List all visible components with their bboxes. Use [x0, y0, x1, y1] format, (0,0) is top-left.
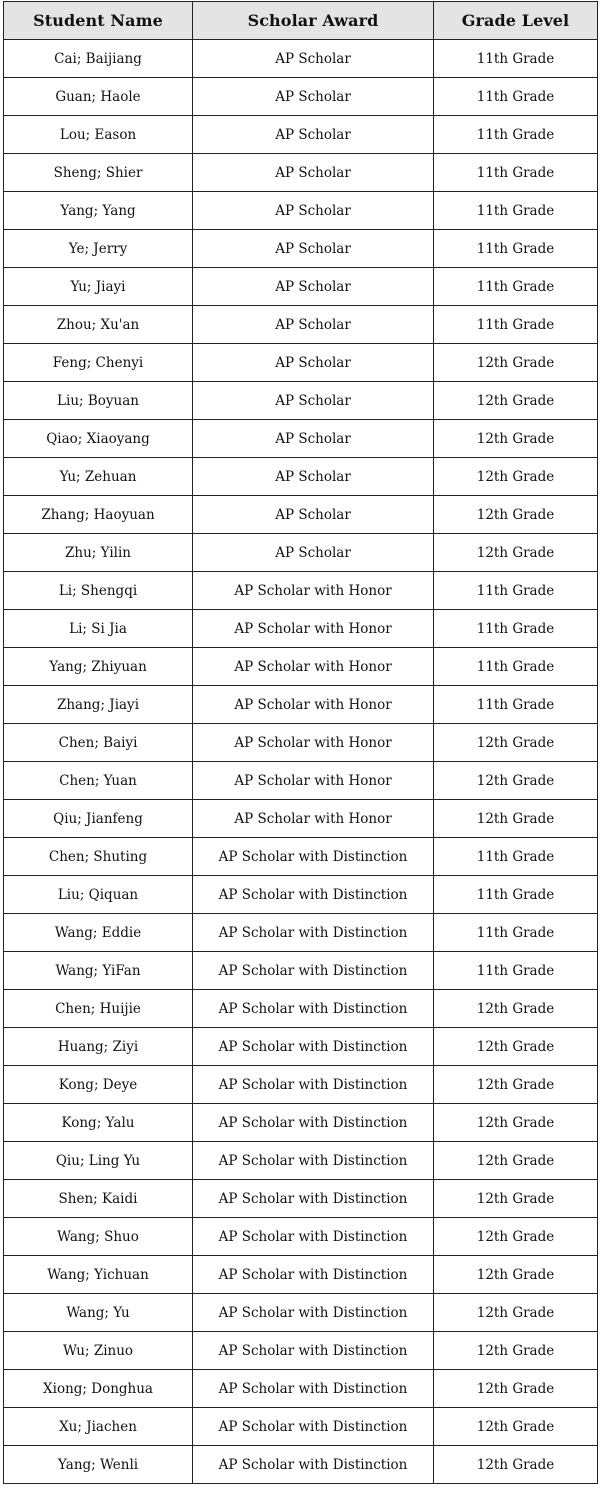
table-row [4, 496, 598, 534]
table-row [4, 1256, 598, 1294]
table-body [4, 40, 598, 1484]
student-name-cell: Sheng; Shier [4, 154, 193, 192]
student-name-cell: Yang; Zhiyuan [4, 648, 193, 686]
grade-level-cell: 11th Grade [434, 572, 598, 610]
student-name-cell: Qiao; Xiaoyang [4, 420, 193, 458]
grade-level-cell: 11th Grade [434, 952, 598, 990]
table-row [4, 116, 598, 154]
header-grade-level: Grade Level [434, 2, 598, 40]
table-row [4, 1446, 598, 1484]
table-row [4, 40, 598, 78]
scholar-award-cell: AP Scholar [193, 40, 434, 78]
student-name-cell: Zhou; Xu'an [4, 306, 193, 344]
student-name-cell: Cai; Baijiang [4, 40, 193, 78]
scholar-award-cell: AP Scholar [193, 420, 434, 458]
student-name-cell: Liu; Boyuan [4, 382, 193, 420]
scholar-award-cell: AP Scholar [193, 78, 434, 116]
scholar-award-cell: AP Scholar with Honor [193, 724, 434, 762]
scholar-award-cell: AP Scholar with Distinction [193, 914, 434, 952]
table-row [4, 154, 598, 192]
grade-level-cell: 11th Grade [434, 306, 598, 344]
table-row [4, 1104, 598, 1142]
scholar-award-cell: AP Scholar [193, 344, 434, 382]
student-name-cell: Qiu; Jianfeng [4, 800, 193, 838]
student-name-cell: Shen; Kaidi [4, 1180, 193, 1218]
table-row [4, 1408, 598, 1446]
table-row [4, 1028, 598, 1066]
grade-level-cell: 11th Grade [434, 78, 598, 116]
grade-level-cell: 12th Grade [434, 1142, 598, 1180]
header-student-name: Student Name [4, 2, 193, 40]
grade-level-cell: 12th Grade [434, 534, 598, 572]
student-name-cell: Wang; Shuo [4, 1218, 193, 1256]
table-row [4, 1180, 598, 1218]
grade-level-cell: 12th Grade [434, 1066, 598, 1104]
grade-level-cell: 11th Grade [434, 838, 598, 876]
scholar-award-cell: AP Scholar with Distinction [193, 1332, 434, 1370]
scholar-award-cell: AP Scholar with Honor [193, 572, 434, 610]
grade-level-cell: 12th Grade [434, 762, 598, 800]
student-name-cell: Chen; Yuan [4, 762, 193, 800]
grade-level-cell: 12th Grade [434, 800, 598, 838]
student-name-cell: Yu; Jiayi [4, 268, 193, 306]
table-row [4, 420, 598, 458]
grade-level-cell: 12th Grade [434, 1370, 598, 1408]
grade-level-cell: 11th Grade [434, 686, 598, 724]
table-row [4, 800, 598, 838]
grade-level-cell: 12th Grade [434, 496, 598, 534]
student-name-cell: Lou; Eason [4, 116, 193, 154]
scholar-award-cell: AP Scholar [193, 382, 434, 420]
scholar-award-cell: AP Scholar with Distinction [193, 1218, 434, 1256]
table-row [4, 610, 598, 648]
student-name-cell: Zhu; Yilin [4, 534, 193, 572]
grade-level-cell: 12th Grade [434, 724, 598, 762]
student-name-cell: Liu; Qiquan [4, 876, 193, 914]
table-header [4, 2, 598, 40]
student-name-cell: Li; Si Jia [4, 610, 193, 648]
grade-level-cell: 12th Grade [434, 1256, 598, 1294]
table-row [4, 838, 598, 876]
table-row [4, 648, 598, 686]
grade-level-cell: 12th Grade [434, 1104, 598, 1142]
scholar-award-cell: AP Scholar [193, 268, 434, 306]
scholar-award-cell: AP Scholar with Distinction [193, 990, 434, 1028]
table-row [4, 268, 598, 306]
table-row [4, 1066, 598, 1104]
grade-level-cell: 12th Grade [434, 458, 598, 496]
grade-level-cell: 12th Grade [434, 1446, 598, 1484]
student-name-cell: Guan; Haole [4, 78, 193, 116]
student-name-cell: Wang; Yu [4, 1294, 193, 1332]
header-row [4, 2, 598, 40]
table-row [4, 724, 598, 762]
table-row [4, 1218, 598, 1256]
table-row [4, 990, 598, 1028]
scholar-award-cell: AP Scholar with Distinction [193, 1446, 434, 1484]
student-name-cell: Li; Shengqi [4, 572, 193, 610]
grade-level-cell: 11th Grade [434, 230, 598, 268]
grade-level-cell: 11th Grade [434, 914, 598, 952]
grade-level-cell: 12th Grade [434, 1180, 598, 1218]
scholar-award-cell: AP Scholar [193, 496, 434, 534]
table-row [4, 306, 598, 344]
scholar-award-cell: AP Scholar with Honor [193, 762, 434, 800]
ap-scholar-awards-table [3, 1, 598, 1484]
student-name-cell: Xu; Jiachen [4, 1408, 193, 1446]
table-row [4, 1332, 598, 1370]
table-row [4, 534, 598, 572]
table-row [4, 686, 598, 724]
scholar-award-cell: AP Scholar [193, 306, 434, 344]
table-row [4, 192, 598, 230]
grade-level-cell: 11th Grade [434, 648, 598, 686]
scholar-award-cell: AP Scholar with Distinction [193, 1066, 434, 1104]
scholar-award-cell: AP Scholar [193, 192, 434, 230]
student-name-cell: Ye; Jerry [4, 230, 193, 268]
scholar-award-cell: AP Scholar [193, 230, 434, 268]
table-row [4, 458, 598, 496]
student-name-cell: Chen; Shuting [4, 838, 193, 876]
grade-level-cell: 12th Grade [434, 990, 598, 1028]
scholar-award-cell: AP Scholar [193, 458, 434, 496]
awards-table-container [3, 1, 598, 1484]
scholar-award-cell: AP Scholar with Distinction [193, 1294, 434, 1332]
student-name-cell: Zhang; Jiayi [4, 686, 193, 724]
grade-level-cell: 11th Grade [434, 268, 598, 306]
scholar-award-cell: AP Scholar with Distinction [193, 876, 434, 914]
grade-level-cell: 11th Grade [434, 610, 598, 648]
grade-level-cell: 12th Grade [434, 1218, 598, 1256]
grade-level-cell: 12th Grade [434, 344, 598, 382]
scholar-award-cell: AP Scholar with Honor [193, 610, 434, 648]
table-row [4, 572, 598, 610]
scholar-award-cell: AP Scholar with Distinction [193, 1256, 434, 1294]
table-row [4, 382, 598, 420]
scholar-award-cell: AP Scholar with Honor [193, 648, 434, 686]
grade-level-cell: 12th Grade [434, 1332, 598, 1370]
scholar-award-cell: AP Scholar with Distinction [193, 1408, 434, 1446]
table-row [4, 78, 598, 116]
table-row [4, 876, 598, 914]
student-name-cell: Xiong; Donghua [4, 1370, 193, 1408]
table-row [4, 230, 598, 268]
scholar-award-cell: AP Scholar with Distinction [193, 1104, 434, 1142]
scholar-award-cell: AP Scholar with Honor [193, 800, 434, 838]
table-row [4, 762, 598, 800]
student-name-cell: Yang; Yang [4, 192, 193, 230]
header-scholar-award: Scholar Award [193, 2, 434, 40]
grade-level-cell: 12th Grade [434, 1408, 598, 1446]
table-row [4, 1370, 598, 1408]
grade-level-cell: 12th Grade [434, 420, 598, 458]
scholar-award-cell: AP Scholar with Distinction [193, 1180, 434, 1218]
scholar-award-cell: AP Scholar [193, 154, 434, 192]
grade-level-cell: 12th Grade [434, 1028, 598, 1066]
scholar-award-cell: AP Scholar with Distinction [193, 838, 434, 876]
scholar-award-cell: AP Scholar with Distinction [193, 1028, 434, 1066]
scholar-award-cell: AP Scholar with Honor [193, 686, 434, 724]
table-row [4, 1142, 598, 1180]
grade-level-cell: 11th Grade [434, 116, 598, 154]
grade-level-cell: 11th Grade [434, 40, 598, 78]
table-row [4, 952, 598, 990]
table-row [4, 1294, 598, 1332]
student-name-cell: Yu; Zehuan [4, 458, 193, 496]
student-name-cell: Kong; Deye [4, 1066, 193, 1104]
student-name-cell: Wang; YiFan [4, 952, 193, 990]
grade-level-cell: 11th Grade [434, 154, 598, 192]
student-name-cell: Kong; Yalu [4, 1104, 193, 1142]
grade-level-cell: 12th Grade [434, 382, 598, 420]
student-name-cell: Zhang; Haoyuan [4, 496, 193, 534]
table-row [4, 914, 598, 952]
student-name-cell: Wang; Yichuan [4, 1256, 193, 1294]
student-name-cell: Chen; Baiyi [4, 724, 193, 762]
student-name-cell: Chen; Huijie [4, 990, 193, 1028]
grade-level-cell: 12th Grade [434, 1294, 598, 1332]
scholar-award-cell: AP Scholar with Distinction [193, 1142, 434, 1180]
student-name-cell: Yang; Wenli [4, 1446, 193, 1484]
grade-level-cell: 11th Grade [434, 192, 598, 230]
student-name-cell: Qiu; Ling Yu [4, 1142, 193, 1180]
scholar-award-cell: AP Scholar with Distinction [193, 952, 434, 990]
student-name-cell: Feng; Chenyi [4, 344, 193, 382]
student-name-cell: Wang; Eddie [4, 914, 193, 952]
table-row [4, 344, 598, 382]
scholar-award-cell: AP Scholar with Distinction [193, 1370, 434, 1408]
scholar-award-cell: AP Scholar [193, 116, 434, 154]
grade-level-cell: 11th Grade [434, 876, 598, 914]
scholar-award-cell: AP Scholar [193, 534, 434, 572]
student-name-cell: Huang; Ziyi [4, 1028, 193, 1066]
student-name-cell: Wu; Zinuo [4, 1332, 193, 1370]
